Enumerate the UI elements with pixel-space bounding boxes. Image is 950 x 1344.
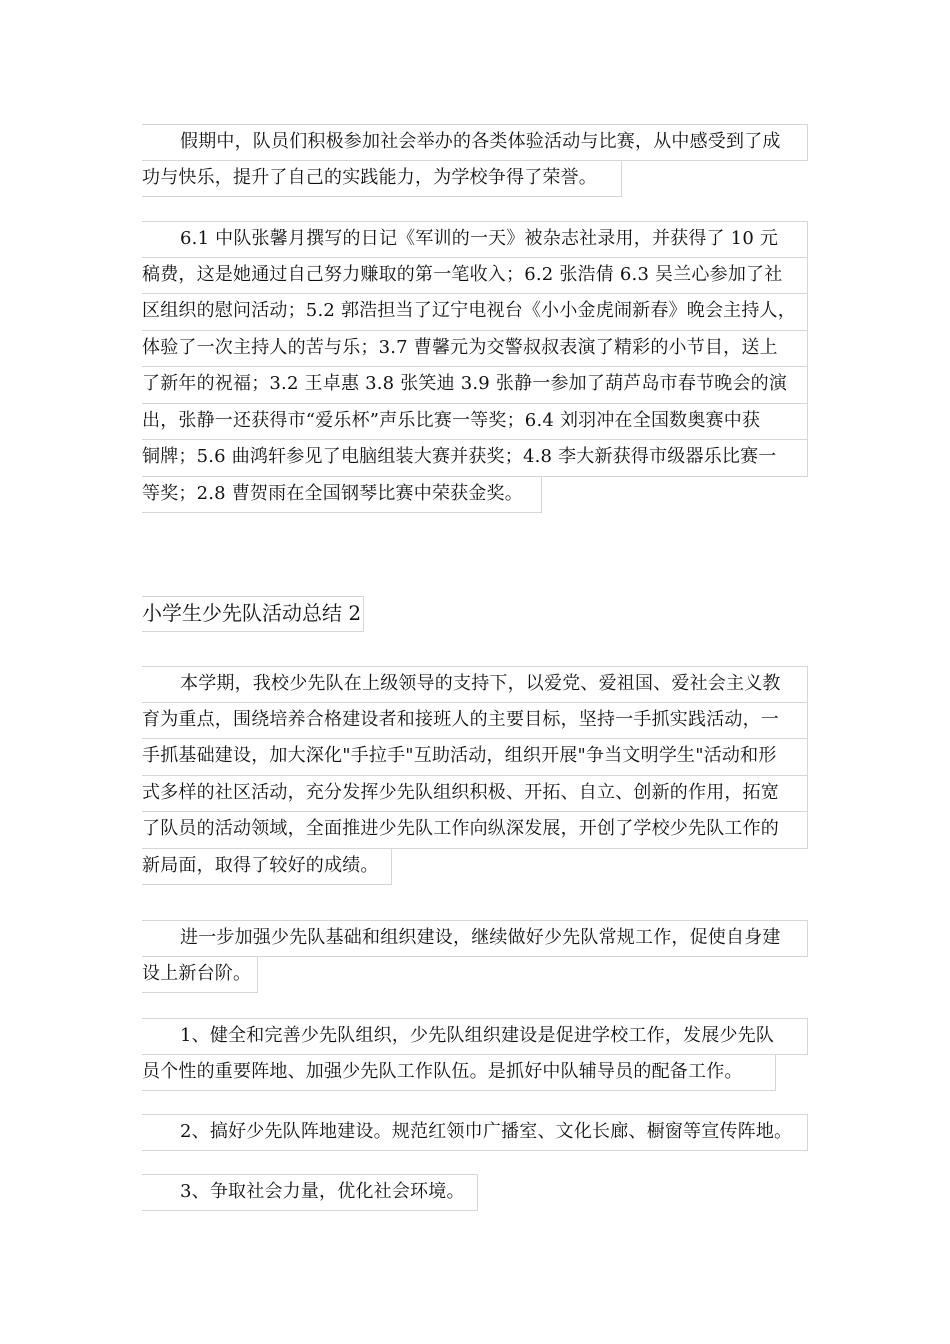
text-line: 区组织的慰问活动；5.2 郭浩担当了辽宁电视台《小小金虎闹新春》晚会主持人， bbox=[142, 294, 808, 331]
text-line: 了队员的活动领域，全面推进少先队工作向纵深发展，开创了学校少先队工作的 bbox=[142, 812, 808, 849]
section-heading: 小学生少先队活动总结 2 bbox=[142, 596, 364, 632]
text-line: 6.1 中队张馨月撰写的日记《军训的一天》被杂志社录用，并获得了 10 元 bbox=[142, 221, 808, 258]
list-item-1 bbox=[142, 1018, 808, 1091]
text-line: 了新年的祝福；3.2 王卓惠 3.8 张笑迪 3.9 张静一参加了葫芦岛市春节晚会的演 bbox=[142, 367, 808, 404]
text-line: 设上新台阶。 bbox=[142, 957, 258, 994]
text-line: 3、争取社会力量，优化社会环境。 bbox=[142, 1174, 478, 1211]
text-line: 功与快乐，提升了自己的实践能力，为学校争得了荣誉。 bbox=[142, 161, 622, 198]
text-line: 式多样的社区活动，充分发挥少先队组织积极、开拓、自立、创新的作用，拓宽 bbox=[142, 776, 808, 813]
text-line: 2、搞好少先队阵地建设。规范红领巾广播室、文化长廊、橱窗等宣传阵地。 bbox=[142, 1114, 808, 1151]
text-line: 等奖；2.8 曹贺雨在全国钢琴比赛中荣获金奖。 bbox=[142, 477, 542, 514]
text-line: 员个性的重要阵地、加强少先队工作队伍。是抓好中队辅导员的配备工作。 bbox=[142, 1055, 776, 1092]
text-line: 新局面，取得了较好的成绩。 bbox=[142, 849, 392, 886]
list-item-3 bbox=[142, 1174, 808, 1211]
text-line: 手抓基础建设，加大深化"手拉手"互助活动，组织开展"争当文明学生"活动和形 bbox=[142, 739, 808, 776]
paragraph-holiday bbox=[142, 124, 808, 197]
list-item-2 bbox=[142, 1114, 808, 1151]
text-line: 1、健全和完善少先队组织，少先队组织建设是促进学校工作，发展少先队 bbox=[142, 1018, 808, 1055]
text-line: 假期中，队员们积极参加社会举办的各类体验活动与比赛，从中感受到了成 bbox=[142, 124, 808, 161]
text-line: 本学期，我校少先队在上级领导的支持下，以爱党、爱祖国、爱社会主义教 bbox=[142, 666, 808, 703]
paragraph-semester bbox=[142, 666, 808, 885]
text-line: 出，张静一还获得市“爱乐杯”声乐比赛一等奖；6.4 刘羽冲在全国数奥赛中获 bbox=[142, 404, 808, 441]
text-line: 铜牌；5.6 曲鸿轩参见了电脑组装大赛并获奖；4.8 李大新获得市级器乐比赛一 bbox=[142, 440, 808, 477]
paragraph-organization bbox=[142, 920, 808, 993]
text-line: 稿费，这是她通过自己努力赚取的第一笔收入；6.2 张浩倩 6.3 吴兰心参加了社 bbox=[142, 258, 808, 295]
text-line: 育为重点，围绕培养合格建设者和接班人的主要目标，坚持一手抓实践活动，一 bbox=[142, 703, 808, 740]
text-line: 进一步加强少先队基础和组织建设，继续做好少先队常规工作，促使自身建 bbox=[142, 920, 808, 957]
text-line: 体验了一次主持人的苦与乐；3.7 曹馨元为交警叔叔表演了精彩的小节目，送上 bbox=[142, 331, 808, 368]
paragraph-achievements bbox=[142, 221, 808, 513]
